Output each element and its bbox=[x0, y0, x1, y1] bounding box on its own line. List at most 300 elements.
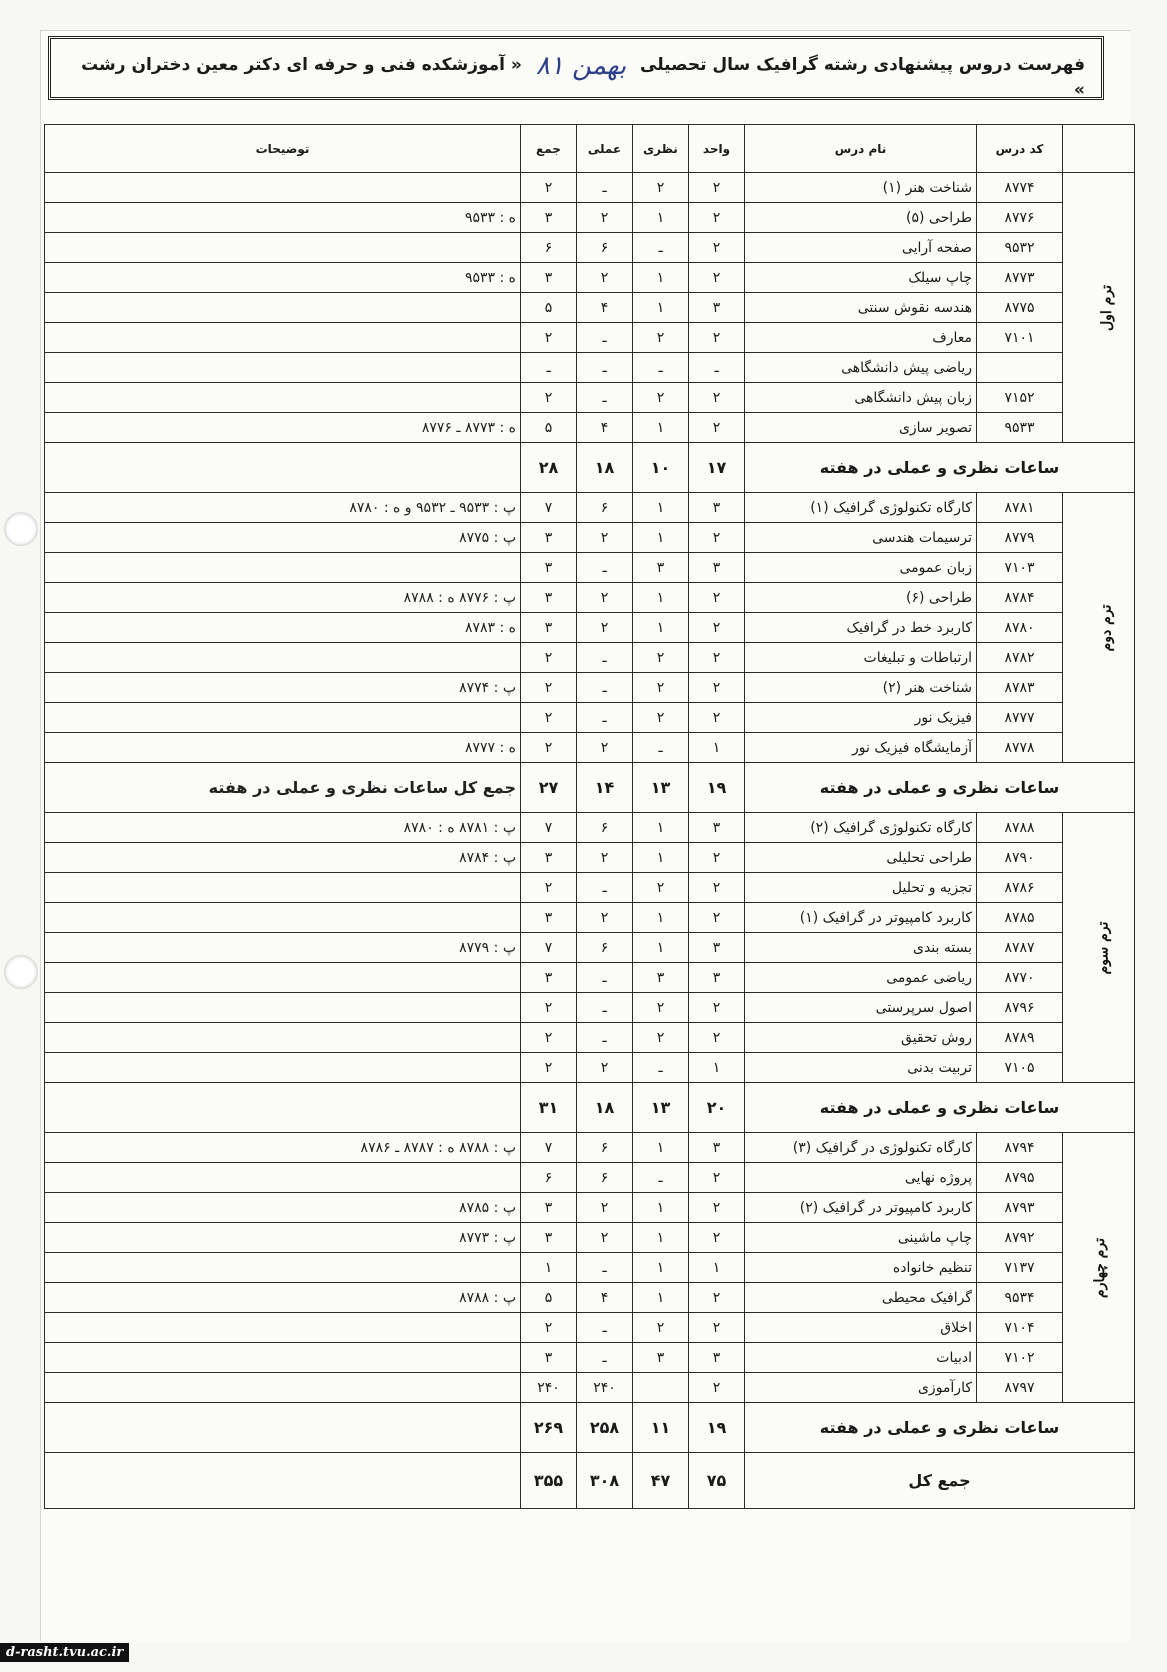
course-units: ۲ bbox=[689, 413, 745, 443]
course-note bbox=[45, 1343, 521, 1373]
course-note: پ : ۸۷۷۴ bbox=[45, 673, 521, 703]
practice-header: عملی bbox=[577, 125, 633, 173]
course-units: ۱ bbox=[689, 1053, 745, 1083]
summary-label: ساعات نظری و عملی در هفته bbox=[745, 1083, 1135, 1133]
course-row bbox=[45, 1223, 1135, 1253]
semester-label-text: ترم اول bbox=[1099, 284, 1115, 331]
course-total: ۲ bbox=[521, 1053, 577, 1083]
course-practice: ـ bbox=[577, 553, 633, 583]
course-row bbox=[45, 813, 1135, 843]
course-note: پ : ۸۷۸۵ bbox=[45, 1193, 521, 1223]
course-total: ۷ bbox=[521, 493, 577, 523]
course-theory: ۱ bbox=[633, 1193, 689, 1223]
course-total: ۲ bbox=[521, 643, 577, 673]
course-name: ریاضی عمومی bbox=[745, 963, 977, 993]
course-note bbox=[45, 233, 521, 263]
course-code: ۸۷۷۸ bbox=[977, 733, 1063, 763]
course-note: ه : ۹۵۳۳ bbox=[45, 263, 521, 293]
course-code: ۹۵۳۳ bbox=[977, 413, 1063, 443]
course-name: زبان پیش دانشگاهی bbox=[745, 383, 977, 413]
course-units: ۲ bbox=[689, 1193, 745, 1223]
course-total: ۲ bbox=[521, 173, 577, 203]
course-note bbox=[45, 963, 521, 993]
course-practice: ۲ bbox=[577, 843, 633, 873]
course-theory: ۲ bbox=[633, 173, 689, 203]
course-name: تنظیم خانواده bbox=[745, 1253, 977, 1283]
course-theory: ۳ bbox=[633, 1343, 689, 1373]
title-start: فهرست دروس پیشنهادی رشته گرافیک سال تحصیلی bbox=[640, 55, 1085, 75]
course-practice: ۲ bbox=[577, 733, 633, 763]
course-practice: ـ bbox=[577, 1023, 633, 1053]
course-name: شناخت هنر (۱) bbox=[745, 173, 977, 203]
course-practice: ۶ bbox=[577, 1133, 633, 1163]
course-name: آزمایشگاه فیزیک نور bbox=[745, 733, 977, 763]
course-units: ۳ bbox=[689, 553, 745, 583]
course-total: ۲۴۰ bbox=[521, 1373, 577, 1403]
course-total: ۲ bbox=[521, 873, 577, 903]
course-note bbox=[45, 1023, 521, 1053]
semester-label bbox=[1063, 173, 1135, 443]
course-total: ۲ bbox=[521, 383, 577, 413]
course-theory: ۲ bbox=[633, 993, 689, 1023]
course-theory: ۱ bbox=[633, 523, 689, 553]
course-total: ۳ bbox=[521, 1223, 577, 1253]
course-row bbox=[45, 293, 1135, 323]
course-code bbox=[977, 353, 1063, 383]
summary-practice: ۲۵۸ bbox=[577, 1403, 633, 1453]
course-theory: ۱ bbox=[633, 843, 689, 873]
course-code: ۷۱۳۷ bbox=[977, 1253, 1063, 1283]
course-code: ۸۷۸۷ bbox=[977, 933, 1063, 963]
summary-note-label: جمع کل ساعات نظری و عملی در هفته bbox=[45, 763, 521, 813]
course-theory: ۱ bbox=[633, 1133, 689, 1163]
course-row bbox=[45, 1253, 1135, 1283]
grand-total-total: ۳۵۵ bbox=[521, 1453, 577, 1509]
course-name: کارآموزی bbox=[745, 1373, 977, 1403]
course-total: ۳ bbox=[521, 843, 577, 873]
notes-header: توضیحات bbox=[45, 125, 521, 173]
course-note bbox=[45, 173, 521, 203]
course-note: ه : ۸۷۷۳ ـ ۸۷۷۶ bbox=[45, 413, 521, 443]
course-note: پ : ۸۷۸۸ bbox=[45, 1283, 521, 1313]
course-units: ۳ bbox=[689, 933, 745, 963]
course-units: ۲ bbox=[689, 1163, 745, 1193]
course-name: روش تحقیق bbox=[745, 1023, 977, 1053]
course-name: هندسه نقوش سنتی bbox=[745, 293, 977, 323]
table-body bbox=[45, 173, 1135, 1509]
course-code: ۸۷۷۰ bbox=[977, 963, 1063, 993]
course-units: ۲ bbox=[689, 383, 745, 413]
course-note bbox=[45, 323, 521, 353]
course-total: ۳ bbox=[521, 1193, 577, 1223]
header-row bbox=[45, 125, 1135, 173]
course-units: ۲ bbox=[689, 323, 745, 353]
course-total: ۳ bbox=[521, 903, 577, 933]
course-units: ۲ bbox=[689, 203, 745, 233]
course-row bbox=[45, 1163, 1135, 1193]
course-total: ۳ bbox=[521, 553, 577, 583]
course-name: زبان عمومی bbox=[745, 553, 977, 583]
course-note bbox=[45, 1163, 521, 1193]
course-code: ۸۷۸۴ bbox=[977, 583, 1063, 613]
course-practice: ۴ bbox=[577, 293, 633, 323]
course-theory: ۲ bbox=[633, 383, 689, 413]
course-name: تربیت بدنی bbox=[745, 1053, 977, 1083]
course-code: ۸۷۹۷ bbox=[977, 1373, 1063, 1403]
course-theory: ۱ bbox=[633, 1253, 689, 1283]
course-note bbox=[45, 1313, 521, 1343]
course-row bbox=[45, 993, 1135, 1023]
course-note bbox=[45, 1373, 521, 1403]
course-total: ۳ bbox=[521, 963, 577, 993]
course-total: ۳ bbox=[521, 583, 577, 613]
course-row bbox=[45, 1133, 1135, 1163]
course-name: پروژه نهایی bbox=[745, 1163, 977, 1193]
course-name: کاربرد کامپیوتر در گرافیک (۱) bbox=[745, 903, 977, 933]
course-practice: ۶ bbox=[577, 813, 633, 843]
course-practice: ـ bbox=[577, 323, 633, 353]
course-name: طراحی تحلیلی bbox=[745, 843, 977, 873]
semester-summary-row bbox=[45, 1403, 1135, 1453]
course-total: ۲ bbox=[521, 993, 577, 1023]
course-code: ۷۱۰۲ bbox=[977, 1343, 1063, 1373]
course-name: فیزیک نور bbox=[745, 703, 977, 733]
semester-label-text: ترم چهارم bbox=[1092, 1237, 1109, 1298]
summary-note-label bbox=[45, 443, 521, 493]
course-name: طراحی (۶) bbox=[745, 583, 977, 613]
course-theory: ۱ bbox=[633, 903, 689, 933]
course-row bbox=[45, 203, 1135, 233]
course-row bbox=[45, 263, 1135, 293]
course-units: ۲ bbox=[689, 643, 745, 673]
course-total: ۲ bbox=[521, 323, 577, 353]
course-theory: ۱ bbox=[633, 1223, 689, 1253]
course-code: ۸۷۸۵ bbox=[977, 903, 1063, 933]
course-code: ۹۵۳۲ bbox=[977, 233, 1063, 263]
course-total: ۷ bbox=[521, 933, 577, 963]
course-units: ۱ bbox=[689, 733, 745, 763]
course-theory: ۳ bbox=[633, 963, 689, 993]
course-total: ۳ bbox=[521, 263, 577, 293]
course-total: ۲ bbox=[521, 1313, 577, 1343]
course-practice: ۲ bbox=[577, 903, 633, 933]
course-code: ۸۷۹۲ bbox=[977, 1223, 1063, 1253]
summary-note-label bbox=[45, 1403, 521, 1453]
course-code: ۸۷۷۳ bbox=[977, 263, 1063, 293]
course-name: کاربرد خط در گرافیک bbox=[745, 613, 977, 643]
course-code: ۸۷۸۸ bbox=[977, 813, 1063, 843]
course-row bbox=[45, 903, 1135, 933]
document-title bbox=[48, 36, 1104, 100]
summary-total: ۲۶۹ bbox=[521, 1403, 577, 1453]
course-theory: ـ bbox=[633, 353, 689, 383]
course-units: ۲ bbox=[689, 583, 745, 613]
semester-summary-row bbox=[45, 763, 1135, 813]
course-practice: ـ bbox=[577, 993, 633, 1023]
course-note bbox=[45, 1253, 521, 1283]
course-note: پ : ۸۷۸۴ bbox=[45, 843, 521, 873]
course-row bbox=[45, 873, 1135, 903]
handwritten-date: بهمن ۸۱ bbox=[535, 51, 627, 81]
course-practice: ـ bbox=[577, 353, 633, 383]
course-units: ۲ bbox=[689, 1283, 745, 1313]
course-practice: ۶ bbox=[577, 493, 633, 523]
course-practice: ـ bbox=[577, 873, 633, 903]
course-name: تجزیه و تحلیل bbox=[745, 873, 977, 903]
code-header: کد درس bbox=[977, 125, 1063, 173]
course-row bbox=[45, 1343, 1135, 1373]
course-code: ۸۷۸۲ bbox=[977, 643, 1063, 673]
course-total: ـ bbox=[521, 353, 577, 383]
semester-label bbox=[1063, 813, 1135, 1083]
semester-label bbox=[1063, 1133, 1135, 1403]
course-units: ۳ bbox=[689, 1343, 745, 1373]
course-row bbox=[45, 413, 1135, 443]
course-code: ۸۷۷۵ bbox=[977, 293, 1063, 323]
course-units: ۱ bbox=[689, 1253, 745, 1283]
course-row bbox=[45, 643, 1135, 673]
course-practice: ـ bbox=[577, 1343, 633, 1373]
course-table bbox=[44, 124, 1135, 1509]
course-name: چاپ ماشینی bbox=[745, 1223, 977, 1253]
course-practice: ۲ bbox=[577, 613, 633, 643]
course-units: ۲ bbox=[689, 1023, 745, 1053]
course-name: صفحه آرایی bbox=[745, 233, 977, 263]
course-theory: ـ bbox=[633, 1163, 689, 1193]
course-note: پ : ۸۷۸۱ ه : ۸۷۸۰ bbox=[45, 813, 521, 843]
summary-practice: ۱۸ bbox=[577, 443, 633, 493]
course-theory: ۱ bbox=[633, 613, 689, 643]
course-total: ۳ bbox=[521, 1343, 577, 1373]
course-units: ۳ bbox=[689, 493, 745, 523]
course-name: بسته بندی bbox=[745, 933, 977, 963]
course-code: ۸۷۸۹ bbox=[977, 1023, 1063, 1053]
course-practice: ۲ bbox=[577, 203, 633, 233]
summary-theory: ۱۳ bbox=[633, 763, 689, 813]
course-code: ۷۱۵۲ bbox=[977, 383, 1063, 413]
course-total: ۵ bbox=[521, 293, 577, 323]
course-name: چاپ سیلک bbox=[745, 263, 977, 293]
course-name: کارگاه تکنولوژی در گرافیک (۳) bbox=[745, 1133, 977, 1163]
course-note: ه : ۸۷۸۳ bbox=[45, 613, 521, 643]
course-practice: ـ bbox=[577, 1253, 633, 1283]
course-note: پ : ۸۷۷۶ ه : ۸۷۸۸ bbox=[45, 583, 521, 613]
course-practice: ۲۴۰ bbox=[577, 1373, 633, 1403]
summary-total: ۲۸ bbox=[521, 443, 577, 493]
summary-label: ساعات نظری و عملی در هفته bbox=[745, 763, 1135, 813]
grand-total-note bbox=[45, 1453, 521, 1509]
semester-label bbox=[1063, 493, 1135, 763]
course-row bbox=[45, 703, 1135, 733]
course-note bbox=[45, 873, 521, 903]
course-units: ۲ bbox=[689, 703, 745, 733]
course-code: ۸۷۹۳ bbox=[977, 1193, 1063, 1223]
course-theory: ۱ bbox=[633, 413, 689, 443]
course-practice: ـ bbox=[577, 173, 633, 203]
course-practice: ـ bbox=[577, 703, 633, 733]
course-units: ۳ bbox=[689, 1133, 745, 1163]
course-theory: ۲ bbox=[633, 1023, 689, 1053]
footer-url: d-rasht.tvu.ac.ir bbox=[0, 1643, 129, 1662]
binder-hole bbox=[4, 512, 38, 546]
units-header: واحد bbox=[689, 125, 745, 173]
course-row bbox=[45, 1283, 1135, 1313]
course-theory: ۱ bbox=[633, 263, 689, 293]
course-theory bbox=[633, 1373, 689, 1403]
binder-hole bbox=[4, 955, 38, 989]
course-theory: ۲ bbox=[633, 323, 689, 353]
course-units: ۲ bbox=[689, 233, 745, 263]
course-code: ۸۷۹۰ bbox=[977, 843, 1063, 873]
name-header: نام درس bbox=[745, 125, 977, 173]
course-theory: ۱ bbox=[633, 1283, 689, 1313]
course-theory: ۱ bbox=[633, 583, 689, 613]
summary-theory: ۱۰ bbox=[633, 443, 689, 493]
summary-theory: ۱۱ bbox=[633, 1403, 689, 1453]
course-note bbox=[45, 643, 521, 673]
course-units: ۲ bbox=[689, 613, 745, 643]
course-theory: ۱ bbox=[633, 203, 689, 233]
total-header: جمع bbox=[521, 125, 577, 173]
course-row bbox=[45, 1193, 1135, 1223]
course-row bbox=[45, 963, 1135, 993]
course-row bbox=[45, 233, 1135, 263]
summary-note-label bbox=[45, 1083, 521, 1133]
summary-label: ساعات نظری و عملی در هفته bbox=[745, 1403, 1135, 1453]
summary-label: ساعات نظری و عملی در هفته bbox=[745, 443, 1135, 493]
course-row bbox=[45, 1313, 1135, 1343]
course-total: ۱ bbox=[521, 1253, 577, 1283]
course-practice: ـ bbox=[577, 1313, 633, 1343]
course-note bbox=[45, 903, 521, 933]
semester-summary-row bbox=[45, 1083, 1135, 1133]
course-theory: ۲ bbox=[633, 1313, 689, 1343]
summary-total: ۲۷ bbox=[521, 763, 577, 813]
summary-units: ۲۰ bbox=[689, 1083, 745, 1133]
course-note: پ : ۹۵۳۳ ـ ۹۵۳۲ و ه : ۸۷۸۰ bbox=[45, 493, 521, 523]
course-name: گرافیک محیطی bbox=[745, 1283, 977, 1313]
semester-summary-row bbox=[45, 443, 1135, 493]
course-name: ترسیمات هندسی bbox=[745, 523, 977, 553]
course-code: ۸۷۸۶ bbox=[977, 873, 1063, 903]
course-row bbox=[45, 843, 1135, 873]
course-total: ۶ bbox=[521, 1163, 577, 1193]
course-units: ـ bbox=[689, 353, 745, 383]
course-theory: ۲ bbox=[633, 643, 689, 673]
course-name: اخلاق bbox=[745, 1313, 977, 1343]
course-practice: ۲ bbox=[577, 263, 633, 293]
semester-label-text: ترم سوم bbox=[1095, 921, 1112, 974]
course-units: ۲ bbox=[689, 523, 745, 553]
course-row bbox=[45, 673, 1135, 703]
course-code: ۸۷۹۴ bbox=[977, 1133, 1063, 1163]
course-total: ۲ bbox=[521, 733, 577, 763]
course-row bbox=[45, 733, 1135, 763]
course-total: ۳ bbox=[521, 523, 577, 553]
summary-units: ۱۷ bbox=[689, 443, 745, 493]
course-note: پ : ۸۷۷۹ bbox=[45, 933, 521, 963]
course-total: ۳ bbox=[521, 203, 577, 233]
course-theory: ـ bbox=[633, 1053, 689, 1083]
course-code: ۸۷۸۱ bbox=[977, 493, 1063, 523]
course-units: ۲ bbox=[689, 673, 745, 703]
course-units: ۲ bbox=[689, 1223, 745, 1253]
course-units: ۲ bbox=[689, 173, 745, 203]
course-name: کارگاه تکنولوژی گرافیک (۲) bbox=[745, 813, 977, 843]
semester-header bbox=[1063, 125, 1135, 173]
course-code: ۸۷۸۰ bbox=[977, 613, 1063, 643]
theory-header: نظری bbox=[633, 125, 689, 173]
course-name: کاربرد کامپیوتر در گرافیک (۲) bbox=[745, 1193, 977, 1223]
course-units: ۲ bbox=[689, 903, 745, 933]
course-theory: ۱ bbox=[633, 293, 689, 323]
title-end: « آموزشکده فنی و حرفه ای دکتر معین دختران رشت » bbox=[81, 55, 1085, 100]
course-theory: ـ bbox=[633, 233, 689, 263]
course-name: کارگاه تکنولوژی گرافیک (۱) bbox=[745, 493, 977, 523]
course-row bbox=[45, 933, 1135, 963]
course-practice: ۴ bbox=[577, 413, 633, 443]
course-theory: ۱ bbox=[633, 813, 689, 843]
course-total: ۵ bbox=[521, 1283, 577, 1313]
course-total: ۵ bbox=[521, 413, 577, 443]
course-note: پ : ۸۷۷۵ bbox=[45, 523, 521, 553]
course-note bbox=[45, 353, 521, 383]
grand-total-theory: ۴۷ bbox=[633, 1453, 689, 1509]
course-practice: ۲ bbox=[577, 1193, 633, 1223]
course-code: ۸۷۷۶ bbox=[977, 203, 1063, 233]
course-practice: ۲ bbox=[577, 523, 633, 553]
course-row bbox=[45, 323, 1135, 353]
course-code: ۸۷۹۵ bbox=[977, 1163, 1063, 1193]
course-units: ۳ bbox=[689, 293, 745, 323]
course-practice: ۶ bbox=[577, 233, 633, 263]
course-total: ۲ bbox=[521, 1023, 577, 1053]
grand-total-practice: ۳۰۸ bbox=[577, 1453, 633, 1509]
course-note bbox=[45, 383, 521, 413]
grand-total-label: جمع کل bbox=[745, 1453, 1135, 1509]
course-name: تصویر سازی bbox=[745, 413, 977, 443]
summary-total: ۳۱ bbox=[521, 1083, 577, 1133]
course-total: ۷ bbox=[521, 813, 577, 843]
summary-units: ۱۹ bbox=[689, 1403, 745, 1453]
course-note bbox=[45, 1053, 521, 1083]
course-note: ه : ۹۵۳۳ bbox=[45, 203, 521, 233]
course-practice: ۴ bbox=[577, 1283, 633, 1313]
course-code: ۸۷۷۴ bbox=[977, 173, 1063, 203]
course-row bbox=[45, 353, 1135, 383]
course-note bbox=[45, 993, 521, 1023]
course-note: پ : ۸۷۸۸ ه : ۸۷۸۷ ـ ۸۷۸۶ bbox=[45, 1133, 521, 1163]
course-code: ۷۱۰۳ bbox=[977, 553, 1063, 583]
course-practice: ـ bbox=[577, 963, 633, 993]
course-code: ۸۷۷۷ bbox=[977, 703, 1063, 733]
course-theory: ۲ bbox=[633, 673, 689, 703]
course-units: ۲ bbox=[689, 843, 745, 873]
course-code: ۷۱۰۱ bbox=[977, 323, 1063, 353]
course-theory: ۲ bbox=[633, 703, 689, 733]
course-units: ۲ bbox=[689, 1313, 745, 1343]
course-theory: ۳ bbox=[633, 553, 689, 583]
summary-practice: ۱۴ bbox=[577, 763, 633, 813]
summary-theory: ۱۳ bbox=[633, 1083, 689, 1133]
course-units: ۲ bbox=[689, 263, 745, 293]
course-note bbox=[45, 293, 521, 323]
course-name: شناخت هنر (۲) bbox=[745, 673, 977, 703]
course-row bbox=[45, 173, 1135, 203]
course-practice: ـ bbox=[577, 673, 633, 703]
course-row bbox=[45, 493, 1135, 523]
course-note bbox=[45, 553, 521, 583]
